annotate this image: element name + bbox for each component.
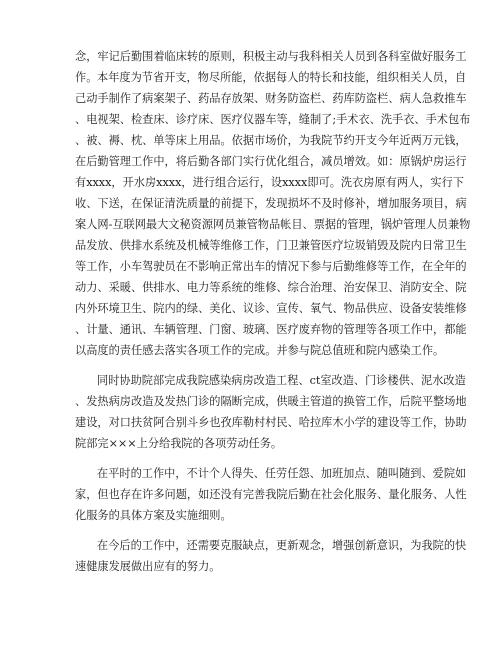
text-line: 在今后的工作中，还需要克服缺点，更新观念，增强创新意识，为我院的快: [97, 539, 467, 552]
text-line: 、电视架、检查床、诊疗床、医疗仪器车等，缝制了;手术衣、洗手衣、手术包布: [75, 113, 471, 126]
text-line: 化服务的具体方案及实施细则。: [75, 509, 232, 522]
text-line: 本年度为节省开支，物尽所能，依据每人的特长和技能，组织相关人员，自: [97, 71, 467, 84]
text-line: 内外环境卫生、院内的绿、美化、议诊、宣传、氧气、物品供应、设备安装维修: [75, 302, 467, 315]
text-line: 速健康发展做出应有的努力。: [75, 560, 221, 573]
text-line: 家，但也存在许多问题，如还没有完善我院后勤在社会化服务、量化服务、人性: [75, 488, 467, 501]
text-line: 有xxxx，开水房xxxx，进行组合运行，设xxxx即可。洗衣房原有两人，实行下: [75, 176, 464, 189]
text-line: 等工作，小车驾驶员在不影响正常出车的情况下参与后勤维修等工作，在全年的: [75, 260, 467, 273]
text-line: 建设，对口扶贫阿合别斗乡也孜库勒村村民、哈拉库木小学的建设等工作，协助: [75, 416, 467, 429]
text-line: 案人网-互联网最大文秘资源网员兼管物品帐目、票据的管理，锅炉管理人员兼物: [75, 218, 471, 231]
text-line: 动力、采暖、供排水、电力等系统的维修、综合治理、治安保卫、消防安全、院: [75, 281, 467, 294]
text-line: 、发热病房改造及发热门诊的隔断完成，供暖主管道的换管工作，后院平整场地: [75, 395, 467, 408]
text-line: 收、下送，在保证清洗质量的前提下，发现损坏不及时修补，增加服务项目，病: [75, 197, 467, 210]
text-line: 作。: [75, 71, 98, 84]
text-line: 同时协助院部完成我院感染病房改造工程、ct室改造、门诊楼供、泥水改造: [97, 374, 466, 387]
text-line: 以高度的责任感去落实各项工作的完成。并参与院总值班和院内感染工作。: [75, 344, 445, 357]
text-line: 己动手制作了病案架子、药品存放架、财务防盗栏、药库防盗栏、病人急救推车: [75, 92, 467, 105]
text-line: 在平时的工作中，不计个人得失、任劳任怨、加班加点、随叫随到、爱院如: [97, 467, 467, 480]
text-line: 念，牢记后勤围着临床转的原则，积极主动与我科相关人员到各科室做好服务工: [75, 50, 467, 63]
text-line: 、被、褥、枕、单等床上用品。依据市场价，为我院节约开支今年近两万元钱，: [75, 134, 467, 147]
text-line: 、计量、通讯、车辆管理、门窗、玻璃、医疗废弃物的管理等各项工作中，都能: [75, 323, 467, 336]
text-line: 在后勤管理工作中，将后勤各部门实行优化组合，减员增效。如：原锅炉房运行: [75, 155, 467, 168]
text-line: 院部完×××上分给我院的各项劳动任务。: [75, 437, 283, 450]
text-line: 品发放、供排水系统及机械等维修工作，门卫兼管医疗垃圾销毁及院内日常卫生: [75, 239, 467, 252]
